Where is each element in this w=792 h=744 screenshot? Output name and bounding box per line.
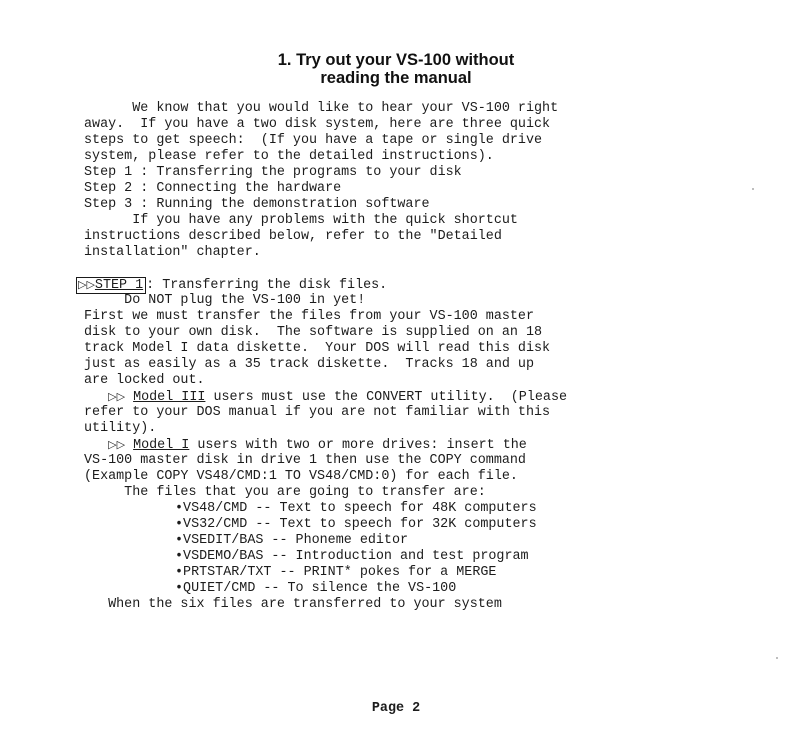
file-list-item: •VSDEMO/BAS -- Introduction and test program xyxy=(175,549,529,564)
intro-line: We know that you would like to hear your VS-100 right xyxy=(84,101,559,116)
step1-warning: Do NOT plug the VS-100 in yet! xyxy=(84,293,366,308)
intro-line: away. If you have a two disk system, here are three quick xyxy=(84,117,551,132)
step-list-item: Step 2 : Connecting the hardware xyxy=(84,181,342,196)
section-title-line-1: 1. Try out your VS-100 without xyxy=(277,51,515,69)
double-arrow-icon: ▷▷ xyxy=(108,438,126,451)
model1-text: users with two or more drives: insert the xyxy=(189,438,527,453)
step1-label-box xyxy=(76,277,146,294)
step1-heading-text: : Transferring the disk files. xyxy=(146,278,388,293)
double-arrow-icon: ▷▷ xyxy=(108,390,126,403)
step1-para-line: track Model I data diskette. Your DOS will read this disk xyxy=(84,341,551,356)
section-title-line-2: reading the manual xyxy=(320,69,472,87)
model3-text: users must use the CONVERT utility. (Please xyxy=(205,390,568,405)
scan-speck xyxy=(776,657,778,659)
model1-note xyxy=(84,437,527,454)
intro-line: steps to get speech: (If you have a tape or single drive xyxy=(84,133,543,148)
model3-line: refer to your DOS manual if you are not familiar with this xyxy=(84,405,551,420)
file-list-item: •VS32/CMD -- Text to speech for 32K computers xyxy=(175,517,537,532)
model3-label: Model III xyxy=(133,390,206,405)
step1-para-line: just as easily as a 35 track diskette. Tracks 18 and up xyxy=(84,357,534,372)
intro-line: installation" chapter. xyxy=(84,245,261,260)
model1-line: VS-100 master disk in drive 1 then use the COPY command xyxy=(84,453,526,468)
page-number: Page 2 xyxy=(371,701,421,716)
model3-note xyxy=(84,389,567,406)
step-list-item: Step 3 : Running the demonstration software xyxy=(84,197,430,212)
scan-speck xyxy=(752,188,754,190)
intro-line: If you have any problems with the quick shortcut xyxy=(84,213,518,228)
step-list-item: Step 1 : Transferring the programs to your disk xyxy=(84,165,462,180)
intro-line: instructions described below, refer to the "Detailed xyxy=(84,229,502,244)
file-list-item: •VS48/CMD -- Text to speech for 48K computers xyxy=(175,501,537,516)
model1-line: (Example COPY VS48/CMD:1 TO VS48/CMD:0) for each file. xyxy=(84,469,518,484)
step1-para-line: disk to your own disk. The software is supplied on an 18 xyxy=(84,325,543,340)
step1-para-line: First we must transfer the files from your VS-100 master xyxy=(84,309,534,324)
closing-line: When the six files are transferred to your system xyxy=(84,597,502,612)
file-list-item: •QUIET/CMD -- To silence the VS-100 xyxy=(175,581,457,596)
double-arrow-icon: ▷▷ xyxy=(78,278,95,291)
model3-line: utility). xyxy=(84,421,157,436)
files-intro: The files that you are going to transfer are: xyxy=(84,485,486,500)
intro-line: system, please refer to the detailed instructions). xyxy=(84,149,494,164)
model1-label: Model I xyxy=(133,438,190,453)
step1-heading xyxy=(76,277,387,294)
step1-para-line: are locked out. xyxy=(84,373,205,388)
file-list-item: •VSEDIT/BAS -- Phoneme editor xyxy=(175,533,409,548)
step1-label: STEP 1 xyxy=(94,278,144,293)
file-list-item: •PRTSTAR/TXT -- PRINT* pokes for a MERGE xyxy=(175,565,497,580)
